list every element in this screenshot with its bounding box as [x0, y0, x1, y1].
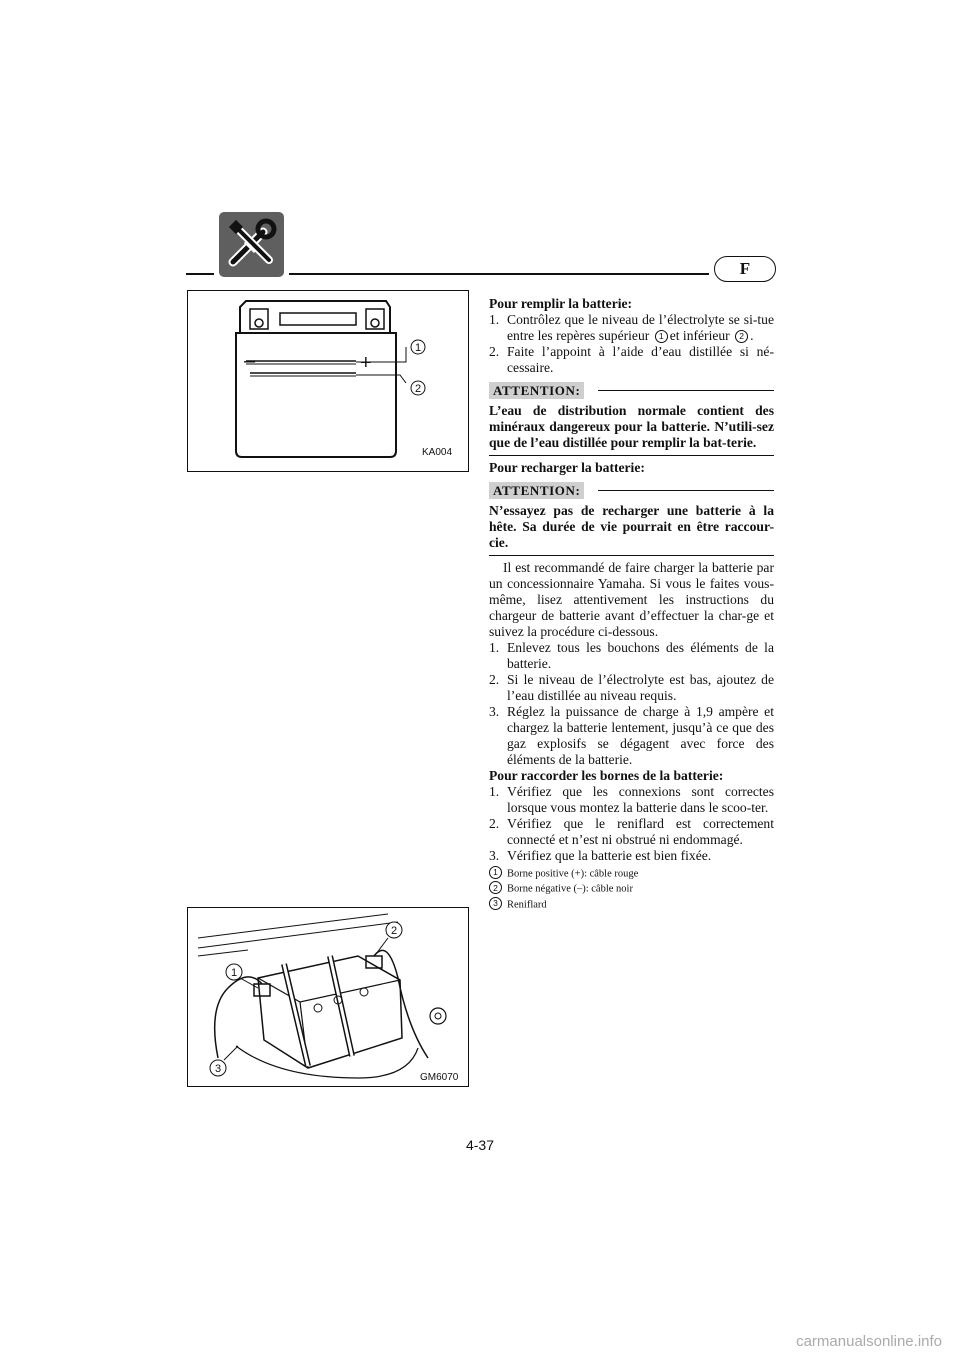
- header-rule-left: [186, 273, 214, 275]
- step-number: 1.: [489, 312, 500, 327]
- legend-text: Borne positive (+): câble rouge: [507, 868, 639, 880]
- charge-step: [489, 672, 774, 704]
- figure-code: KA004: [422, 447, 453, 458]
- header-rule-right: [289, 273, 709, 275]
- step-number: 3.: [489, 848, 500, 863]
- callout-2: 2: [390, 925, 398, 937]
- step-text: Vérifiez que la batterie est bien fixée.: [507, 848, 712, 863]
- step-number: 2.: [489, 344, 500, 359]
- callout-2: 2: [735, 330, 748, 343]
- callout-3: 3: [214, 1063, 222, 1075]
- step-text: Vérifiez que les connexions sont correctes lorsque vous montez la batterie dans le scoo-ter.: [507, 784, 774, 815]
- watermark: carmanualsonline.info: [796, 1333, 942, 1350]
- step-text: Réglez la puissance de charge à 1,9 ampère et chargez la batterie lentement, jusqu’à ce que des gaz explosifs se dégagent avec force des éléments de la batterie.: [507, 704, 774, 767]
- connect-heading: Pour raccorder les bornes de la batterie:: [489, 768, 724, 783]
- instructions-column: [489, 296, 774, 912]
- connect-step: [489, 784, 774, 816]
- connect-step: [489, 816, 774, 848]
- step-text: Vérifiez que le reniflard est correctement connecté et n’est ni obstrué ni endommagé.: [507, 816, 774, 847]
- page-number: 4-37: [465, 1137, 495, 1153]
- terminals-figure: [187, 907, 469, 1087]
- legend-text: Borne négative (–): câble noir: [507, 883, 633, 895]
- attention-rule: [598, 390, 774, 392]
- terminals-illustration: [188, 908, 468, 1086]
- step-number: 1.: [489, 640, 500, 655]
- step-text: Contrôlez que le niveau de l’électrolyte se si-tue entre les repères supérieur: [507, 312, 774, 343]
- fill-step: [489, 344, 774, 376]
- callout-1: 1: [655, 330, 668, 343]
- connect-step: [489, 848, 774, 864]
- step-text: et inférieur: [669, 328, 730, 343]
- fill-step: [489, 312, 774, 344]
- legend-number: 3: [489, 897, 502, 910]
- attention-banner: [489, 482, 774, 499]
- step-text: Si le niveau de l’électrolyte est bas, ajoutez de l’eau distillée au niveau requis.: [507, 672, 774, 703]
- step-number: 1.: [489, 784, 500, 799]
- legend-item: [489, 897, 774, 912]
- step-number: 3.: [489, 704, 500, 719]
- battery-illustration: [188, 291, 468, 471]
- legend-number: 1: [489, 866, 502, 879]
- svg-text:–: –: [244, 350, 256, 372]
- step-text: Faite l’appoint à l’aide d’eau distillée si né-cessaire.: [507, 344, 774, 375]
- legend-text: Reniflard: [507, 898, 547, 910]
- charge-step: [489, 640, 774, 672]
- charge-step: [489, 704, 774, 768]
- warning-text: L’eau de distribution normale contient des minéraux dangereux pour la batterie. N’utili-sez que de l’eau distillée pour remplir la bat-terie.: [489, 403, 774, 456]
- attention-rule: [598, 490, 774, 492]
- attention-label: ATTENTION:: [489, 382, 584, 399]
- figure-code: GM6070: [420, 1072, 459, 1083]
- fill-heading: Pour remplir la batterie:: [489, 296, 633, 311]
- step-number: 2.: [489, 816, 500, 831]
- recommend-paragraph: Il est recommandé de faire charger la batterie par un concessionnaire Yamaha. Si vous le faites vous-même, lisez attentivement les instructions du chargeur de batterie avant d’effectuer la char-ge et suivez la procédure ci-dessous.: [489, 560, 774, 639]
- callout-1: 1: [414, 342, 422, 354]
- svg-text:+: +: [360, 352, 372, 374]
- attention-banner: [489, 382, 774, 399]
- tools-icon: [219, 212, 284, 277]
- language-badge: F: [714, 256, 776, 282]
- figure-legend: [489, 866, 774, 912]
- attention-label: ATTENTION:: [489, 482, 584, 499]
- legend-number: 2: [489, 881, 502, 894]
- legend-item: [489, 866, 774, 881]
- battery-figure: [187, 290, 469, 472]
- recharge-heading: Pour recharger la batterie:: [489, 460, 645, 475]
- callout-1: 1: [230, 967, 238, 979]
- callout-2: 2: [414, 383, 422, 395]
- warning-text: N’essayez pas de recharger une batterie à la hête. Sa durée de vie pourrait en être raccour-cie.: [489, 503, 774, 556]
- legend-item: [489, 881, 774, 896]
- step-text: Enlevez tous les bouchons des éléments de la batterie.: [507, 640, 774, 671]
- step-text: .: [750, 328, 754, 343]
- step-number: 2.: [489, 672, 500, 687]
